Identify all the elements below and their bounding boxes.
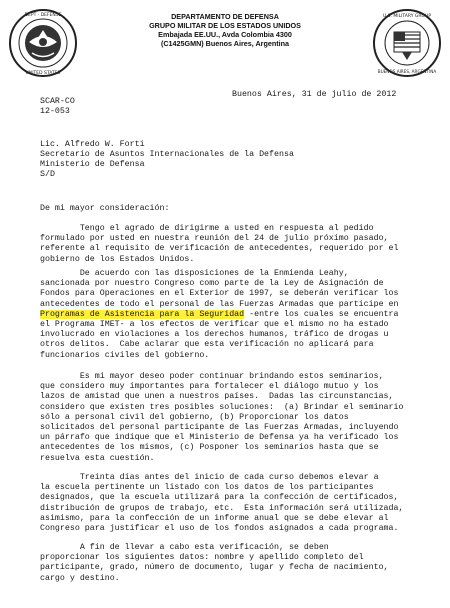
paragraph-line: sólo a personal civil del gobierno, (b) Proporcionar los datos (40, 412, 349, 422)
paragraph-line: Treinta días antes del inicio de cada curso debemos elevar a (40, 473, 379, 482)
salutation: De mi mayor consideración: (40, 204, 170, 213)
paragraph-line: solicitados del personal participante de las Fuerzas Armadas, incluyendo (40, 423, 399, 433)
letterhead-line-1: DEPARTAMENTO DE DEFENSA (171, 12, 279, 21)
military-group-seal (372, 8, 442, 78)
paragraph-line: un párrafo que indique que el Ministerio de Defensa ya ha verificado los (40, 433, 399, 443)
reference-code: SCAR-CO (40, 97, 75, 106)
body-paragraph (40, 224, 432, 265)
body-paragraph (40, 269, 432, 361)
letterhead-line-4: (C1425GMN) Buenos Aires, Argentina (160, 39, 290, 48)
paragraph-line: Congreso para justificar el uso de los fondos asignados a cada programa. (40, 524, 399, 534)
paragraph-line: formulado por usted en nuestra reunión del 24 de julio próximo pasado, (40, 234, 389, 244)
body-paragraph (40, 543, 432, 584)
body-paragraph (40, 473, 432, 534)
paragraph-line: Programas de Asistencia para la Seguridad -entre los cuales se encuentra (40, 309, 399, 319)
recipient-abbr: S/D (40, 170, 55, 179)
paragraph-line: asimismo, para la confección de un informe anual que se debe elevar al (40, 513, 389, 523)
paragraph-line: Fondos para Operaciones en el Exterior de 1997, se deberán verificar los (40, 289, 399, 299)
paragraph-line: A fin de llevar a cabo esta verificación, se deben (40, 543, 329, 552)
paragraph-line: el Programa IMET- a los efectos de verificar que el mismo no ha estado (40, 320, 389, 330)
letterhead-line-3: Embajada EE.UU., Avda Colombia 4300 (158, 30, 292, 39)
paragraph-line: cargo y destino. (40, 573, 120, 583)
paragraph-line: que considero muy importantes para fortalecer el diálogo mutuo y los (40, 382, 379, 392)
department-of-defense-seal (8, 8, 78, 78)
paragraph-line: gobierno de los Estados Unidos. (40, 254, 195, 264)
svg-text:BUENOS AIRES, ARGENTINA: BUENOS AIRES, ARGENTINA (377, 69, 437, 74)
paragraph-line: funcionarios civiles del gobierno. (40, 350, 210, 360)
paragraph-line: distribución de grupos de trabajo, etc. Esta información será utilizada, (40, 503, 404, 513)
paragraph-line: sancionada por nuestro Congreso como parte de la Ley de Asignación de (40, 279, 384, 289)
paragraph-line: considero que existen tres posibles soluciones: (a) Brindar el seminario (40, 402, 404, 412)
recipient-title: Secretario de Asuntos Internacionales de la Defensa (40, 150, 294, 159)
paragraph-line: participante, grado, número de documento, lugar y fecha de nacimiento, (40, 563, 389, 573)
paragraph-line: proporcionar los siguientes datos: nombre y apellido completo del (40, 553, 364, 563)
letterhead-line-2: GRUPO MILITAR DE LOS ESTADOS UNIDOS (149, 21, 301, 30)
paragraph-line: involucrado en violaciones a los derechos humanos, tráfico de drogas u (40, 330, 389, 340)
paragraph-line: lazos de amistad que unen a nuestros países. Dadas las circunstancias, (40, 392, 394, 402)
recipient-name: Lic. Alfredo W. Forti (40, 140, 145, 149)
recipient-ministry: Ministerio de Defensa (40, 160, 145, 169)
svg-text:DEPT · DEFENSE: DEPT · DEFENSE (24, 13, 62, 18)
paragraph-line: designados, que la escuela utilizará para la confección de certificados, (40, 493, 399, 503)
highlighted-text: Programas de Asistencia para la Seguridad (40, 309, 245, 319)
paragraph-line: Tengo el agrado de dirigirme a usted en respuesta al pedido (40, 224, 374, 233)
paragraph-line: referente al requisito de verificación de antecedentes, requerido por el (40, 244, 399, 254)
paragraph-line: De acuerdo con las disposiciones de la Enmienda Leahy, (40, 269, 349, 278)
svg-text:U.S. MILITARY GROUP: U.S. MILITARY GROUP (382, 14, 432, 19)
svg-text:UNITED STATES: UNITED STATES (25, 71, 61, 76)
letterhead (110, 12, 340, 48)
paragraph-line: antecedentes de los mismos, (c) Posponer los seminarios hasta que se (40, 443, 379, 453)
paragraph-line: Es mi mayor deseo poder continuar brindando estos seminarios, (40, 372, 384, 381)
paragraph-line: antecedentes de todo el personal de las Fuerzas Armadas que participe en (40, 299, 399, 309)
paragraph-line: la escuela pertinente un listado con los datos de los participantes (40, 483, 374, 493)
reference-number: 12-053 (40, 107, 70, 116)
paragraph-line: resuelva esta cuestión. (40, 453, 155, 463)
paragraph-line: otros delitos. Cabe aclarar que esta verificación no aplicará para (40, 340, 374, 350)
body-paragraph (40, 372, 432, 464)
date-line: Buenos Aires, 31 de julio de 2012 (232, 90, 397, 99)
